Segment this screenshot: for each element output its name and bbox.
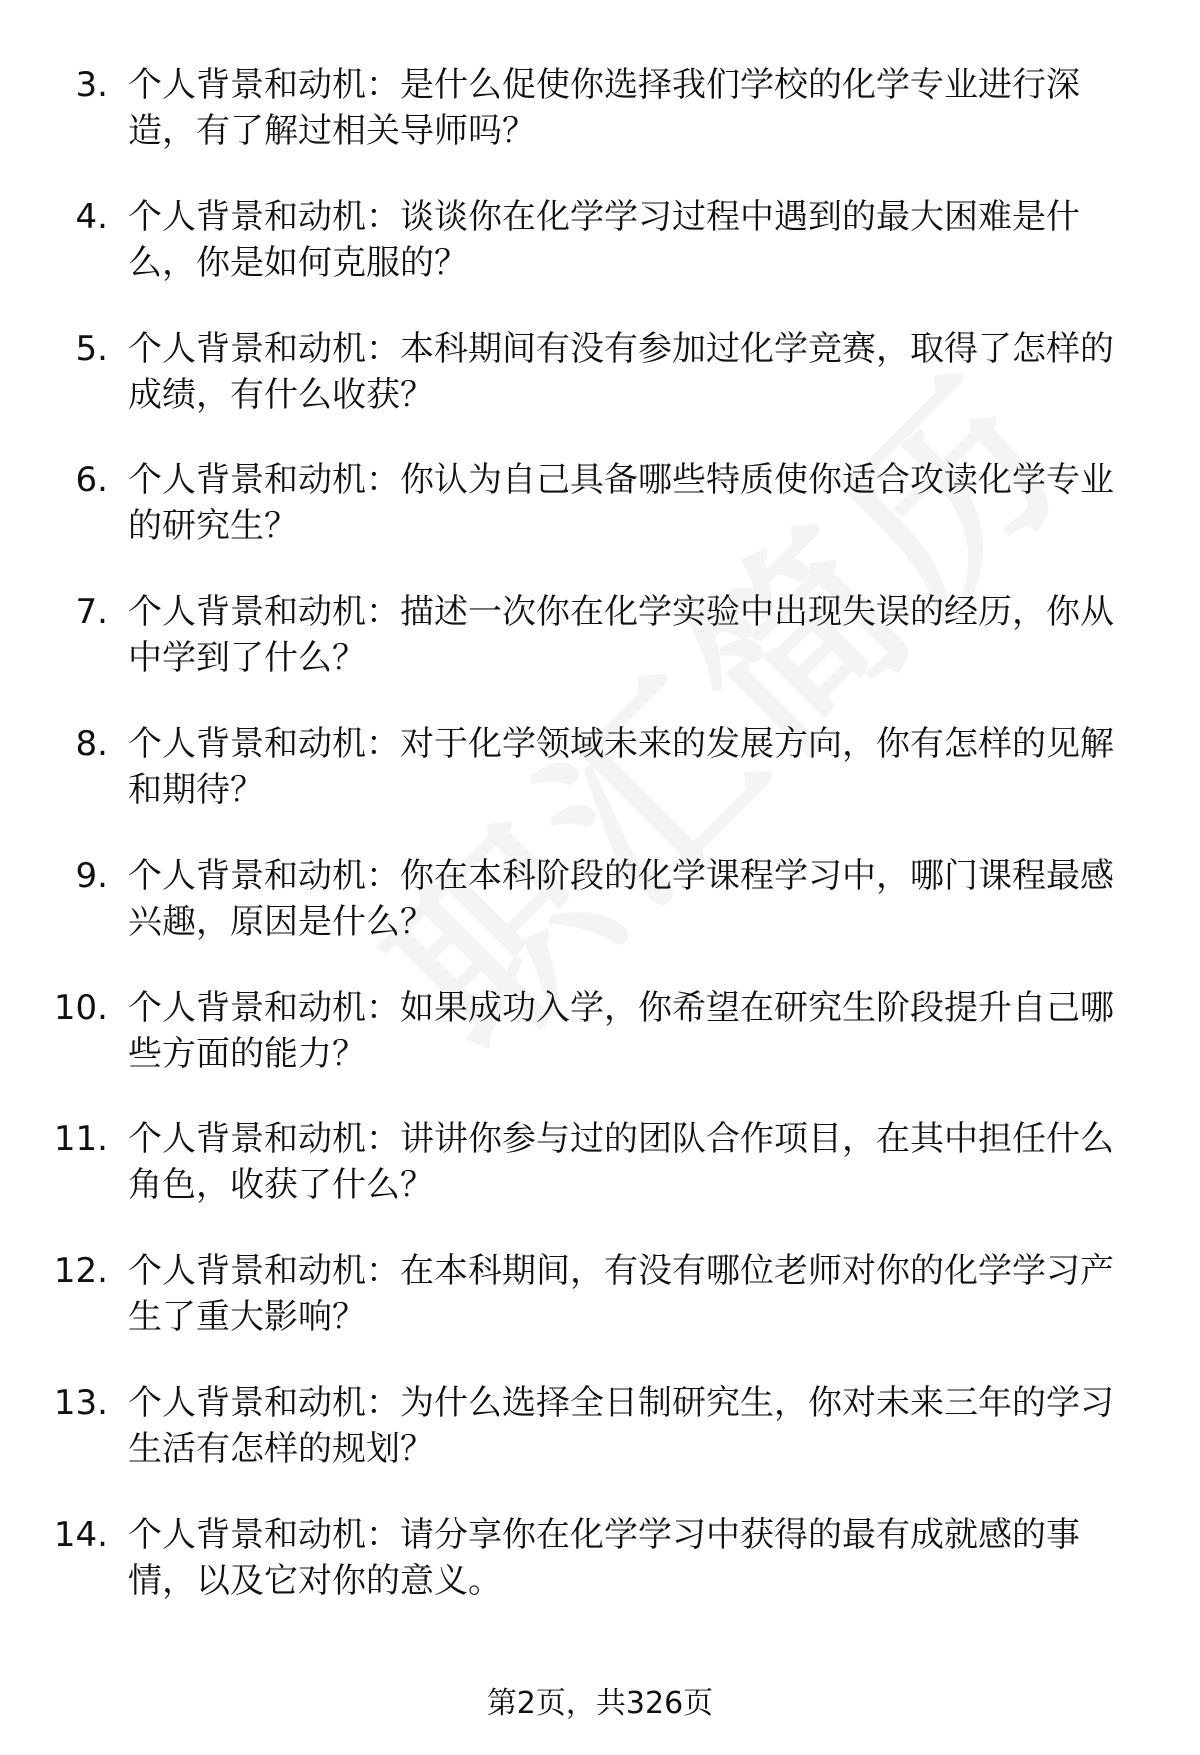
question-list xyxy=(0,62,1200,1644)
question-text: 个人背景和动机：如果成功入学，你希望在研究生阶段提升自己哪些方面的能力？ xyxy=(128,987,1114,1074)
question-number: 12. xyxy=(53,1251,108,1292)
question-text: 个人背景和动机：本科期间有没有参加过化学竞赛，取得了怎样的成绩，有什么收获？ xyxy=(128,328,1114,415)
list-item xyxy=(0,1512,1200,1644)
list-item xyxy=(0,194,1200,326)
list-item xyxy=(0,985,1200,1117)
list-item xyxy=(0,721,1200,853)
question-number: 11. xyxy=(53,1119,108,1160)
list-item xyxy=(0,457,1200,589)
list-item xyxy=(0,326,1200,458)
question-number: 4. xyxy=(75,196,108,237)
list-item xyxy=(0,853,1200,985)
question-text: 个人背景和动机：对于化学领域未来的发展方向，你有怎样的见解和期待？ xyxy=(128,723,1114,810)
question-number: 7. xyxy=(75,592,108,633)
question-number: 3. xyxy=(75,65,108,105)
question-text: 个人背景和动机：你在本科阶段的化学课程学习中，哪门课程最感兴趣，原因是什么？ xyxy=(128,855,1114,942)
question-text: 个人背景和动机：谈谈你在化学学习过程中遇到的最大困难是什么，你是如何克服的？ xyxy=(128,196,1080,283)
list-item xyxy=(0,1116,1200,1248)
question-text: 个人背景和动机：讲讲你参与过的团队合作项目，在其中担任什么角色，收获了什么？ xyxy=(128,1119,1114,1206)
question-text: 个人背景和动机：描述一次你在化学实验中出现失误的经历，你从中学到了什么？ xyxy=(128,592,1114,679)
question-text: 个人背景和动机：为什么选择全日制研究生，你对未来三年的学习生活有怎样的规划？ xyxy=(128,1382,1114,1469)
page-number-footer: 第2页，共326页 xyxy=(486,1686,714,1721)
list-item xyxy=(0,62,1200,194)
question-text: 个人背景和动机：你认为自己具备哪些特质使你适合攻读化学专业的研究生？ xyxy=(128,460,1114,547)
question-text: 个人背景和动机：是什么促使你选择我们学校的化学专业进行深造，有了解过相关导师吗？ xyxy=(128,65,1080,151)
list-item xyxy=(0,1248,1200,1380)
question-number: 14. xyxy=(53,1514,108,1555)
question-number: 5. xyxy=(75,328,108,369)
question-text: 个人背景和动机：在本科期间，有没有哪位老师对你的化学学习产生了重大影响？ xyxy=(128,1251,1114,1338)
question-number: 10. xyxy=(53,987,108,1028)
list-item xyxy=(0,1380,1200,1512)
question-number: 9. xyxy=(75,855,108,896)
question-number: 13. xyxy=(53,1382,108,1423)
question-number: 6. xyxy=(75,460,108,501)
question-number: 8. xyxy=(75,723,108,764)
question-text: 个人背景和动机：请分享你在化学学习中获得的最有成就感的事情，以及它对你的意义。 xyxy=(128,1514,1080,1601)
list-item xyxy=(0,589,1200,721)
